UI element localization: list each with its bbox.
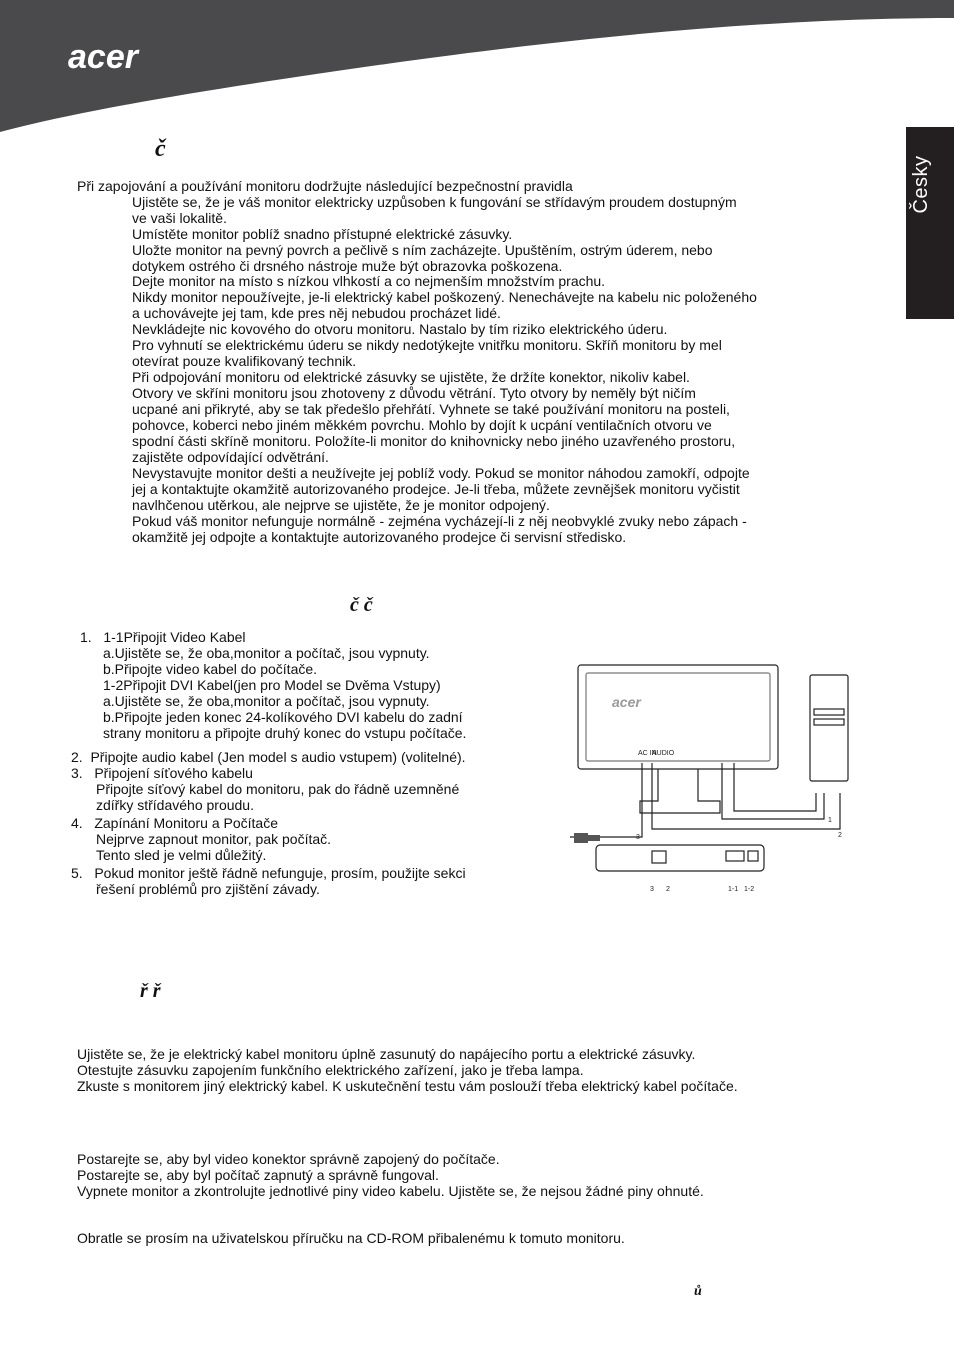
safety-intro: Při zapojování a používání monitoru dodržujte následující bezpečnostní pravidla [77,178,573,194]
safety-line: dotykem ostrého či drsného nástroje muže být obrazovka poškozena. [132,258,563,274]
safety-line: jej a kontaktujte okamžitě autorizovaného prodejce. Je-li třeba, můžete zevnějšek monitoru vyčistit [132,481,740,497]
safety-line: Uložte monitor na pevný povrch a pečlivě s ním zacházejte. Upuštěním, ostrým úderem, nebo [132,242,713,258]
safety-line: Nevkládejte nic kovového do otvoru monitoru. Nastalo by tím riziko elektrického úderu. [132,321,668,337]
safety-line: ucpané ani přikryté, aby se tak předešlo přehřátí. Vyhnete se také používání monitoru na posteli, [132,401,730,417]
connect-line: strany monitoru a připojte druhý konec do vstupu počítače. [103,725,467,741]
safety-heading: č [155,136,166,162]
callout-1-2: 1-2 [744,886,755,893]
monitor-back [578,665,778,769]
safety-line: navlhčenou utěrkou, ale nejprve se ujistěte, že je monitor odpojený. [132,497,550,513]
connect-line: 4. Zapínání Monitoru a Počítače [71,815,279,831]
safety-line: Dejte monitor na místo s nízkou vlhkostí a co nejmenším množstvím prachu. [132,273,606,289]
connect-line: a.Ujistěte se, že oba,monitor a počítač, jsou vypnuty. [103,645,430,661]
trouble-power-line: Ujistěte se, že je elektrický kabel monitoru úplně zasunutý do napájecího portu a elektrické zásuvky. [77,1046,696,1062]
safety-line: a uchovávejte jej tam, kde pres něj nebudou procházet lidé. [132,305,501,321]
safety-line: Umístěte monitor poblíž snadno přístupné elektrické zásuvky. [132,226,513,242]
header-banner [0,0,954,140]
safety-line: zajistěte odpovídající odvětrání. [132,449,329,465]
callout-2: 2 [838,832,842,839]
connect-line: b.Připojte video kabel do počítače. [103,661,318,677]
language-tab-label: Česky [910,155,932,214]
callout-3: 3 [636,834,640,841]
connector-panel [596,845,764,871]
label-audio: AUDIO [652,750,675,757]
trouble-power-line: Zkuste s monitorem jiný elektrický kabel. K uskutečnění testu vám poslouží třeba elektrický kabel počítače. [77,1078,738,1094]
connect-line: a.Ujistěte se, že oba,monitor a počítač, jsou vypnuty. [103,693,430,709]
trouble-video-line: Vypnete monitor a zkontrolujte jednotlivé piny video kabelu. Ujistěte se, že nejsou žádné piny ohnuté. [77,1183,704,1199]
safety-line: Ujistěte se, že je váš monitor elektricky uzpůsoben k fungování se střídavým proudem dostupným [132,194,737,210]
safety-line: Při odpojování monitoru od elektrické zásuvky se ujistěte, že držíte konektor, nikoliv kabel. [132,369,690,385]
pc-tower [810,675,848,781]
connection-diagram [560,661,865,895]
callout-1-1: 1-1 [728,886,739,893]
language-tab [906,127,954,319]
safety-line: Otvory ve skříni monitoru jsou zhotoveny z důvodu větrání. Tyto otvory by neměly být ničím [132,385,696,401]
callout-2b: 2 [666,886,670,893]
trouble-power-line: Otestujte zásuvku zapojením funkčního elektrického zařízení, jako je třeba lampa. [77,1062,584,1078]
page-number: ů [694,1284,702,1299]
connect-line: b.Připojte jeden konec 24-kolíkového DVI kabelu do zadní [103,709,463,725]
trouble-heading: ř ř [140,980,161,1002]
connect-line: 5. Pokud monitor ještě řádně nefunguje, prosím, použijte sekci [71,865,466,881]
safety-line: otevírat pouze kvalifikovaný technik. [132,353,357,369]
trouble-cdrom-line: Obratle se prosím na uživatelskou příručku na CD-ROM přibalenému k tomuto monitoru. [77,1230,625,1246]
trouble-video-line: Postarejte se, aby byl počítač zapnutý a správně fungoval. [77,1167,439,1183]
acer-logo: acer [68,38,138,76]
safety-line: Nevystavujte monitor dešti a neužívejte jej poblíž vody. Pokud se monitor náhodou zamokří, odpojte [132,465,750,481]
safety-line: ve vaši lokalitě. [132,210,227,226]
safety-line: okamžitě jej odpojte a kontaktujte autorizovaného prodejce či servisní středisko. [132,529,627,545]
safety-line: Pro vyhnutí se elektrickému úderu se nikdy nedotýkejte vnitřku monitoru. Skříň monitoru by mel [132,337,722,353]
trouble-video-line: Postarejte se, aby byl video konektor správně zapojený do počítače. [77,1151,500,1167]
connect-line: řešení problémů pro zjištění závady. [96,881,320,897]
connect-heading: č č [350,594,373,616]
connect-line: Nejprve zapnout monitor, pak počítač. [96,831,332,847]
connect-line: 2. Připojte audio kabel (Jen model s audio vstupem) (volitelné). [71,749,466,765]
safety-line: Pokud váš monitor nefunguje normálně - zejména vycházejí-li z něj neobvyklé zvuky nebo zápach - [132,513,747,529]
callout-1: 1 [828,817,832,824]
callout-3b: 3 [650,886,654,893]
connect-line: Připojte síťový kabel do monitoru, pak do řádně uzemněné [96,781,460,797]
connect-line: zdířky střídavého proudu. [96,797,254,813]
connect-line: 1-2Připojit DVI Kabel(jen pro Model se Dvěma Vstupy) [103,677,441,693]
safety-line: spodní části skříně monitoru. Položíte-li monitor do knihovnicky nebo jiného uzavřeného prostoru, [132,433,736,449]
connect-line: 3. Připojení síťového kabelu [71,765,253,781]
safety-line: pohovce, koberci nebo jiném měkkém povrchu. Mohlo by dojít k ucpání ventilačních otvoru ve [132,417,712,433]
connect-line: 1. 1-1Připojit Video Kabel [80,629,246,645]
safety-line: Nikdy monitor nepoužívejte, je-li elektrický kabel poškozený. Nenechávejte na kabelu nic položeného [132,289,757,305]
label-ac-in: AC IN [638,750,657,757]
acer-monitor-logo: acer [612,694,641,710]
connect-line: Tento sled je velmi důležitý. [96,847,267,863]
